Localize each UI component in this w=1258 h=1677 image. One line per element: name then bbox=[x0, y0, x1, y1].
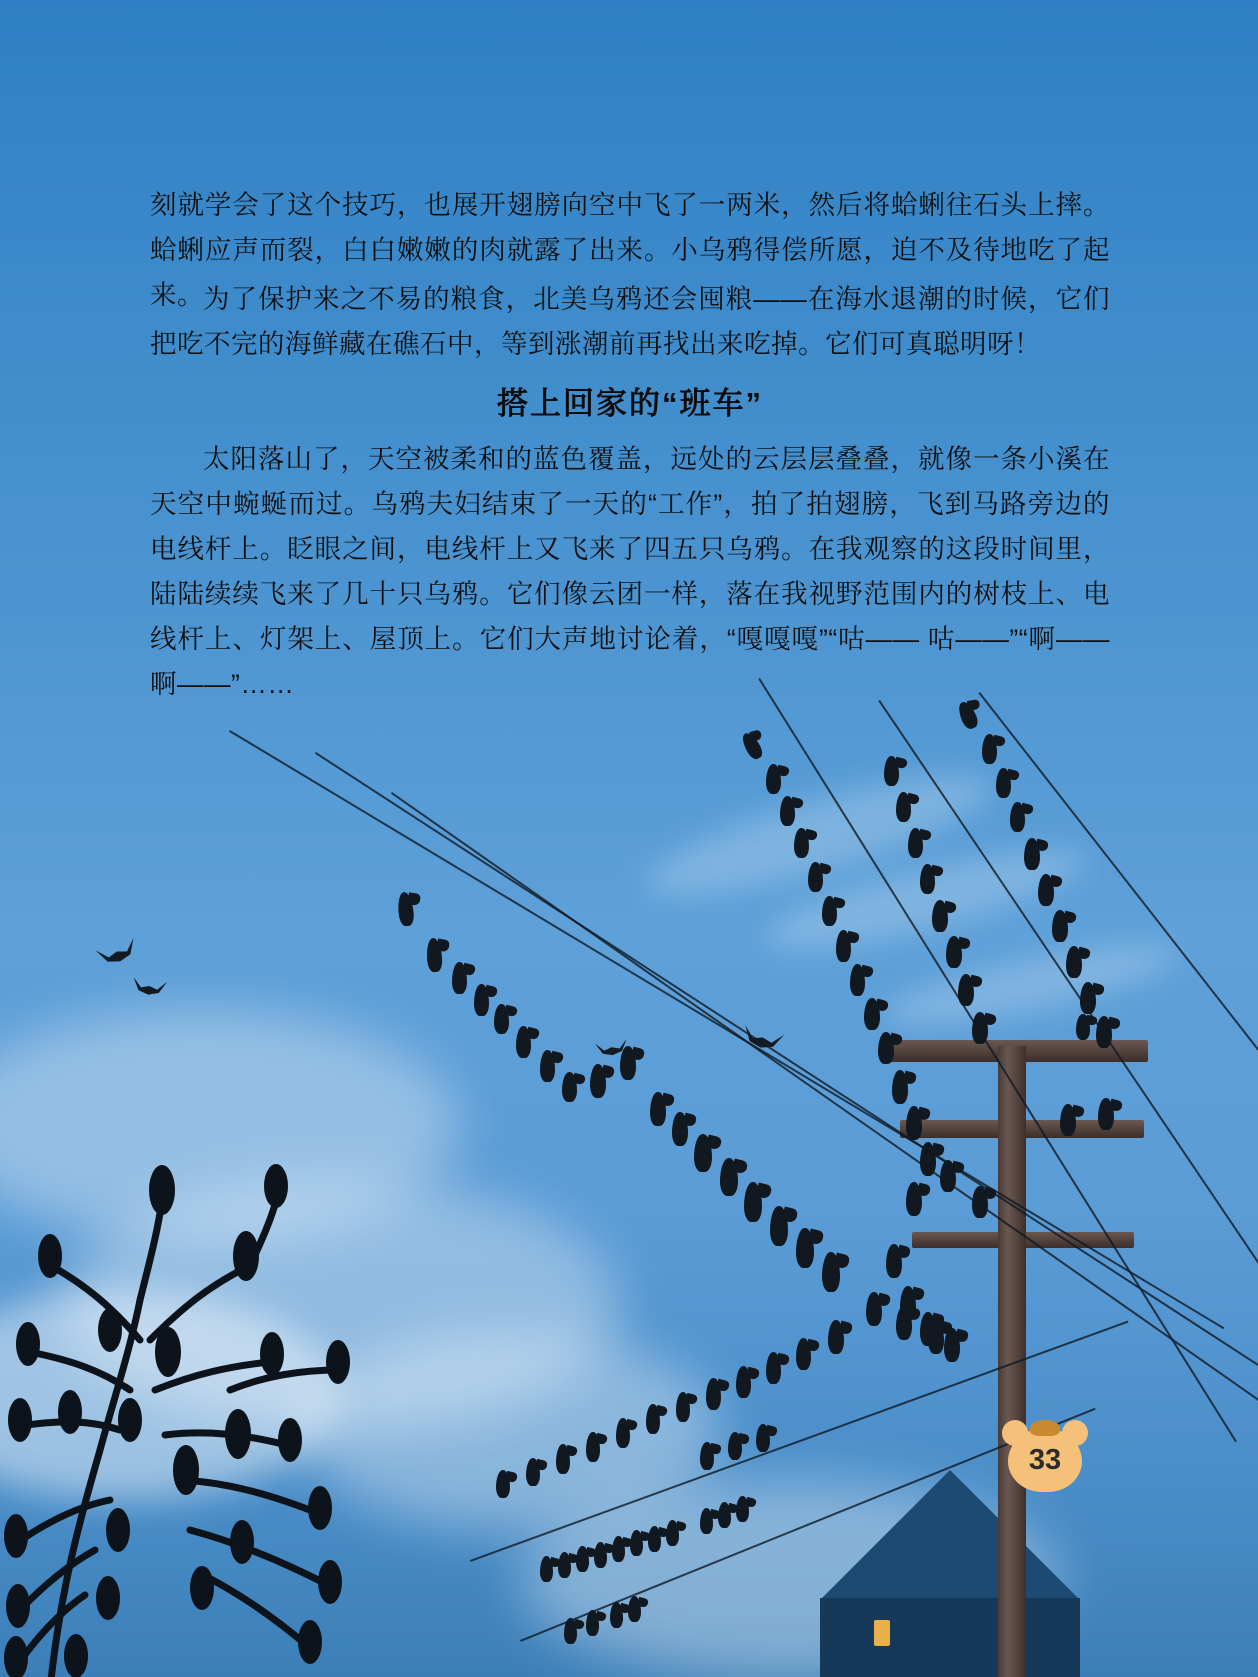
page-number: 33 bbox=[1028, 1444, 1062, 1476]
perched-crow bbox=[594, 1542, 607, 1568]
perched-crow bbox=[972, 1186, 988, 1218]
perched-crow bbox=[586, 1610, 599, 1636]
perched-crow bbox=[540, 1050, 555, 1082]
perched-crow bbox=[828, 1320, 844, 1354]
perched-crow bbox=[564, 1618, 577, 1644]
perched-crow bbox=[780, 796, 795, 826]
perched-crow bbox=[474, 984, 489, 1016]
perched-crow bbox=[1052, 910, 1068, 942]
perched-crow bbox=[796, 1228, 814, 1268]
perched-crow bbox=[878, 1032, 894, 1064]
perched-crow bbox=[794, 828, 809, 858]
perched-crow bbox=[650, 1092, 666, 1126]
perched-crow bbox=[648, 1526, 661, 1552]
perched-crow bbox=[1066, 946, 1082, 978]
perched-crow bbox=[628, 1596, 641, 1622]
perched-crow bbox=[562, 1072, 577, 1102]
perched-crow bbox=[694, 1134, 712, 1172]
perched-crow bbox=[850, 964, 865, 996]
perched-crow bbox=[616, 1418, 630, 1448]
perched-crow bbox=[920, 1142, 936, 1176]
perched-crow bbox=[1080, 982, 1096, 1014]
badge-hair-tuft bbox=[1030, 1420, 1060, 1436]
perched-crow bbox=[1010, 802, 1025, 832]
perched-crow bbox=[576, 1546, 589, 1572]
perched-crow bbox=[612, 1536, 625, 1562]
paragraph-1: 刻就学会了这个技巧，也展开翅膀向空中飞了一两米，然后将蛤蜊往石头上摔。蛤蜊应声而裂，白白嫩嫩的肉就露了出来。小乌鸦得偿所愿，迫不及待地吃了起来。 bbox=[150, 189, 1110, 310]
perched-crow bbox=[1076, 1014, 1090, 1040]
perched-crow bbox=[736, 1496, 749, 1522]
perched-crow bbox=[808, 862, 823, 892]
perched-crow bbox=[728, 1432, 742, 1460]
page-text bbox=[0, 0, 1258, 700]
house-body bbox=[820, 1598, 1080, 1677]
perched-crow bbox=[646, 1404, 660, 1434]
perched-crow bbox=[932, 900, 948, 932]
perched-crow bbox=[672, 1112, 688, 1146]
perched-crow bbox=[718, 1502, 731, 1528]
perched-crow bbox=[736, 1366, 751, 1398]
perched-crow bbox=[496, 1470, 510, 1498]
cloud-shape bbox=[878, 929, 1182, 1040]
perched-crow bbox=[700, 1442, 714, 1470]
perched-crow bbox=[540, 1556, 553, 1582]
perched-crow bbox=[908, 828, 923, 858]
perched-crow bbox=[556, 1444, 570, 1474]
perched-crow bbox=[666, 1520, 679, 1546]
perched-crow bbox=[700, 1508, 713, 1534]
perched-crow bbox=[892, 1070, 908, 1104]
perched-crow bbox=[452, 962, 467, 994]
perched-crow bbox=[884, 756, 899, 786]
perched-crow bbox=[864, 998, 880, 1030]
perched-crow bbox=[946, 936, 962, 968]
perched-crow bbox=[739, 730, 765, 761]
perched-crow bbox=[1060, 1104, 1076, 1136]
perched-crow bbox=[586, 1432, 600, 1462]
perched-crow bbox=[982, 734, 997, 764]
perched-crow bbox=[822, 1252, 840, 1292]
perched-crow bbox=[886, 1244, 902, 1278]
perched-crow bbox=[906, 1182, 922, 1216]
perched-crow bbox=[928, 1320, 944, 1354]
perched-crow bbox=[590, 1064, 606, 1098]
perched-crow bbox=[1024, 838, 1040, 870]
perched-crow bbox=[822, 896, 837, 926]
perched-crow bbox=[896, 792, 911, 822]
perched-crow bbox=[676, 1392, 690, 1422]
perched-crow bbox=[836, 930, 851, 962]
perched-crow bbox=[526, 1458, 540, 1486]
perched-crow bbox=[770, 1206, 788, 1246]
perched-crow bbox=[866, 1292, 882, 1326]
perched-crow bbox=[1038, 874, 1054, 906]
perched-crow bbox=[620, 1046, 636, 1080]
house-window bbox=[874, 1620, 890, 1646]
perched-crow bbox=[940, 1160, 956, 1192]
perched-crow bbox=[610, 1602, 623, 1628]
perched-crow bbox=[630, 1530, 643, 1556]
perched-crow bbox=[766, 764, 781, 794]
perched-crow bbox=[1098, 1098, 1114, 1130]
perched-crow bbox=[426, 938, 443, 973]
bare-tree bbox=[0, 1090, 460, 1677]
perched-crow bbox=[494, 1004, 509, 1034]
perched-crow bbox=[796, 1338, 811, 1370]
flying-crow bbox=[95, 936, 141, 973]
perched-crow bbox=[720, 1158, 738, 1196]
paragraph-2: 为了保护来之不易的粮食，北美乌鸦还会囤粮——在海水退潮的时候，它们把吃不完的海鲜藏在礁石中，等到涨潮前再找出来吃掉。它们可真聪明呀！ bbox=[150, 283, 1110, 359]
perched-crow bbox=[958, 974, 974, 1006]
section-title: 搭上回家的“班车” bbox=[497, 385, 763, 421]
perched-crow bbox=[516, 1026, 531, 1058]
perched-crow bbox=[972, 1012, 988, 1044]
perched-crow bbox=[996, 768, 1011, 798]
perched-crow bbox=[558, 1552, 571, 1578]
page-number-badge bbox=[1002, 1418, 1088, 1496]
perched-crow bbox=[706, 1378, 721, 1410]
perched-crow bbox=[766, 1352, 781, 1384]
perched-crow bbox=[756, 1424, 770, 1452]
perched-crow bbox=[396, 891, 414, 926]
perched-crow bbox=[1096, 1016, 1112, 1048]
perched-crow bbox=[744, 1182, 762, 1222]
perched-crow bbox=[896, 1306, 912, 1340]
perched-crow bbox=[906, 1106, 922, 1140]
perched-crow bbox=[920, 864, 935, 894]
flying-crow bbox=[131, 976, 168, 1003]
paragraph-3: 太阳落山了，天空被柔和的蓝色覆盖，远处的云层层叠叠，就像一条小溪在天空中蜿蜒而过。乌鸦夫妇结束了一天的“工作”，拍了拍翅膀，飞到马路旁边的电线杆上。眨眼之间，电线杆上又飞来了四五只乌鸦。在我观察的这段时间里，陆陆续续飞来了几十只乌鸦。它们像云团一样，落在我视野范围内的树枝上、电线杆上、灯架上、屋顶上。它们大声地讨论着，“嘎嘎嘎”“咕—— 咕——”“啊——啊——”…… bbox=[150, 443, 1110, 699]
